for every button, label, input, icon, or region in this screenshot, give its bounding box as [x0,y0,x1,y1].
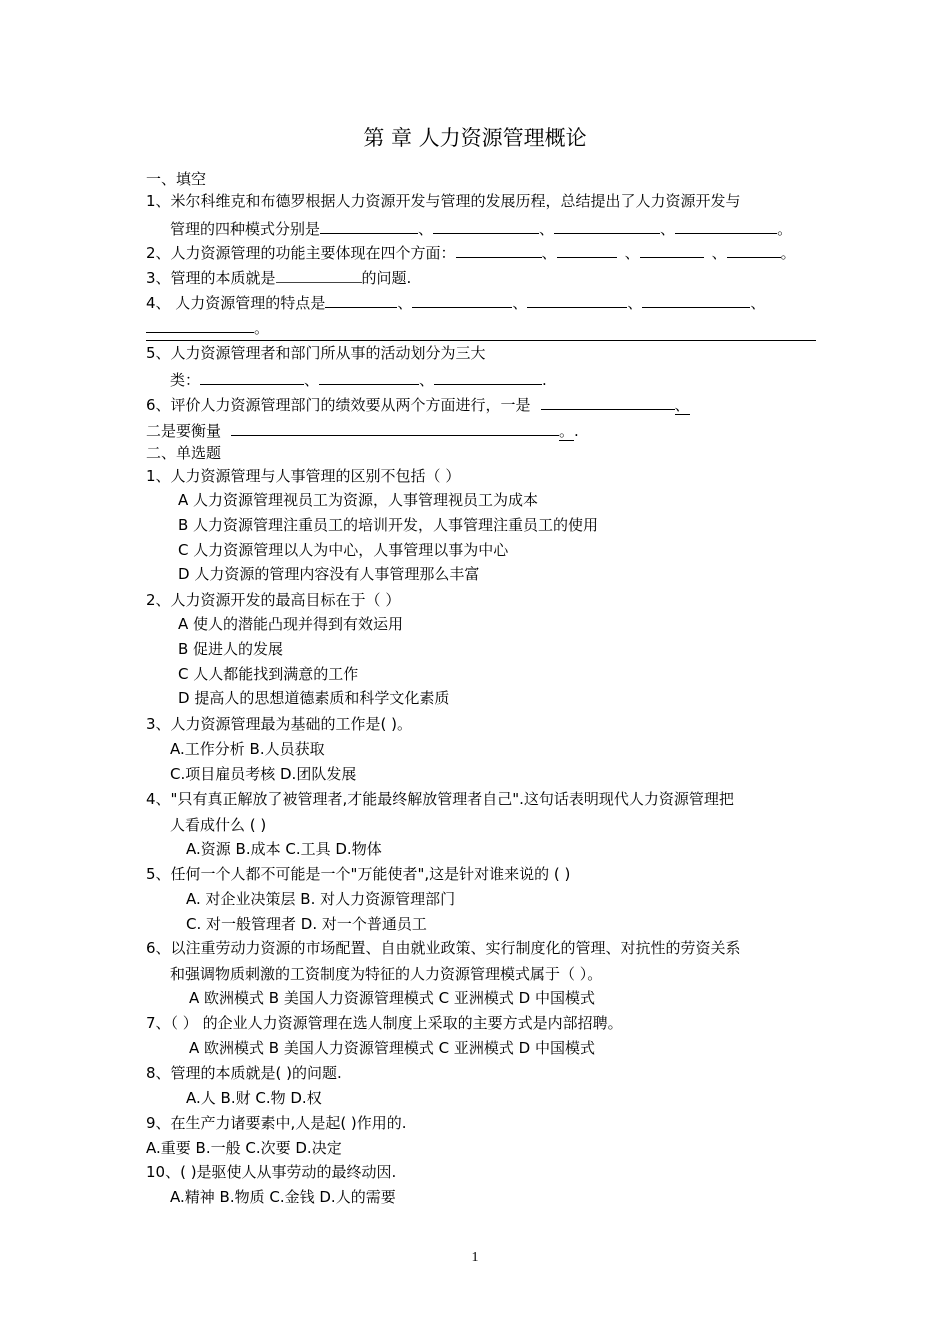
choice-option-c: C 人力资源管理以人为中心，人事管理以事为中心 [178,541,509,559]
question-text: 6、评价人力资源管理部门的绩效要从两个方面进行，一是 [146,396,531,414]
separator: . [542,371,547,389]
choice-options-row: A.资源 B.成本 C.工具 D.物体 [186,840,382,858]
separator: 、 [304,371,320,389]
choice-option-d: D 人力资源的管理内容没有人事管理那么丰富 [178,565,480,583]
section-heading-fill: 一、填空 [146,170,207,188]
choice-options-row: A.工作分析 B.人员获取 [170,740,325,758]
choice-options-row: A.精神 B.物质 C.金钱 D.人的需要 [170,1188,396,1206]
answer-blank [541,393,675,410]
separator: 、 [624,244,640,262]
separator: 、 [750,294,766,312]
choice-options-row: A.人 B.财 C.物 D.权 [186,1089,322,1107]
separator: 、 [674,396,690,414]
separator: 、 [711,244,727,262]
fill-question-5-line2 [170,368,547,390]
choice-option-a: A 人力资源管理视员工为资源，人事管理视员工为成本 [178,491,539,509]
answer-blank [640,241,704,258]
page-title: 第 章 人力资源管理概论 [363,126,587,150]
separator: 、 [660,220,676,238]
question-text: 管理的四种模式分别是 [170,220,321,238]
answer-blank [412,291,512,308]
choice-question-1: 1、人力资源管理与人事管理的区别不包括（ ） [146,467,461,485]
separator: 、 [541,244,557,262]
choice-question-8: 8、管理的本质就是( )的问题. [146,1064,342,1082]
section-heading-choice: 二、单选题 [146,444,222,462]
choice-options-row: A 欧洲模式 B 美国人力资源管理模式 C 亚洲模式 D 中国模式 [189,989,595,1007]
answer-blank [434,368,542,385]
separator: 、 [539,220,555,238]
question-text: 类： [170,371,201,389]
choice-question-6-cont: 和强调物质刺激的工资制度为特征的人力资源管理模式属于（ ）。 [170,965,603,983]
choice-options-row: A.重要 B.一般 C.次要 D.决定 [146,1139,342,1157]
answer-blank [276,266,362,283]
separator: . [574,422,579,440]
separator: 。 [254,319,270,337]
answer-blank [231,419,559,436]
answer-blank [675,217,777,234]
question-text: 二是要衡量 [146,422,222,440]
choice-options-row: C.项目雇员考核 D.团队发展 [170,765,357,783]
answer-blank [325,291,397,308]
choice-question-6: 6、以注重劳动力资源的市场配置、自由就业政策、实行制度化的管理、对抗性的劳资关系 [146,939,741,957]
choice-question-10: 10、( )是驱使人从事劳动的最终动因. [146,1163,397,1181]
choice-question-5: 5、任何一个人都不可能是一个"万能使者",这是针对谁来说的 ( ) [146,865,571,883]
question-text: 的问题. [361,269,412,287]
answer-blank [554,217,660,234]
answer-blank [727,241,781,258]
fill-question-6-line2 [146,419,579,441]
choice-question-4: 4、"只有真正解放了被管理者,才能最终解放管理者自己".这句话表明现代人力资源管理把 [146,790,734,808]
divider [146,340,816,341]
separator: 、 [419,371,435,389]
choice-option-b: B 人力资源管理注重员工的培训开发，人事管理注重员工的使用 [178,516,599,534]
fill-question-3 [146,266,411,288]
separator: 、 [512,294,528,312]
choice-option-a: A 使人的潜能凸现并得到有效运用 [178,615,404,633]
separator: 。 [777,220,793,238]
question-text: 2、人力资源管理的功能主要体现在四个方面： [146,244,456,262]
choice-question-4-cont: 人看成什么 ( ) [170,816,267,834]
answer-blank [433,217,539,234]
separator: 。 [559,422,575,440]
choice-option-d: D 提高人的思想道德素质和科学文化素质 [178,689,450,707]
answer-blank [642,291,750,308]
choice-question-3: 3、人力资源管理最为基础的工作是( )。 [146,715,413,733]
fill-question-6-line1 [146,393,690,415]
answer-blank [320,217,418,234]
page-number: 1 [471,1250,479,1265]
answer-blank [527,291,627,308]
choice-options-row: A 欧洲模式 B 美国人力资源管理模式 C 亚洲模式 D 中国模式 [189,1039,595,1057]
choice-question-2: 2、人力资源开发的最高目标在于（ ） [146,591,401,609]
choice-question-9: 9、在生产力诸要素中,人是起( )作用的. [146,1114,407,1132]
answer-blank [319,368,419,385]
choice-question-7: 7、（ ） 的企业人力资源管理在选人制度上采取的主要方式是内部招聘。 [146,1014,623,1032]
separator: 、 [418,220,434,238]
fill-question-1-line2 [170,217,792,239]
separator: 、 [397,294,413,312]
separator: 。 [780,244,796,262]
fill-question-1-line1: 1、米尔科维克和布德罗根据人力资源开发与管理的发展历程，总结提出了人力资源开发与 [146,192,741,210]
choice-option-c: C 人人都能找到满意的工作 [178,665,359,683]
choice-options-row: A. 对企业决策层 B. 对人力资源管理部门 [186,890,456,908]
fill-question-4-cont [146,316,269,338]
separator: 、 [627,294,643,312]
answer-blank [200,368,304,385]
fill-question-5-line1: 5、人力资源管理者和部门所从事的活动划分为三大 [146,344,486,362]
choice-options-row: C. 对一般管理者 D. 对一个普通员工 [186,915,427,933]
question-text: 4、 人力资源管理的特点是 [146,294,326,312]
answer-blank [557,241,617,258]
fill-question-4 [146,291,765,313]
answer-blank [456,241,542,258]
answer-blank [146,316,254,333]
fill-question-2 [146,241,796,263]
question-text: 3、管理的本质就是 [146,269,276,287]
choice-option-b: B 促进人的发展 [178,640,284,658]
